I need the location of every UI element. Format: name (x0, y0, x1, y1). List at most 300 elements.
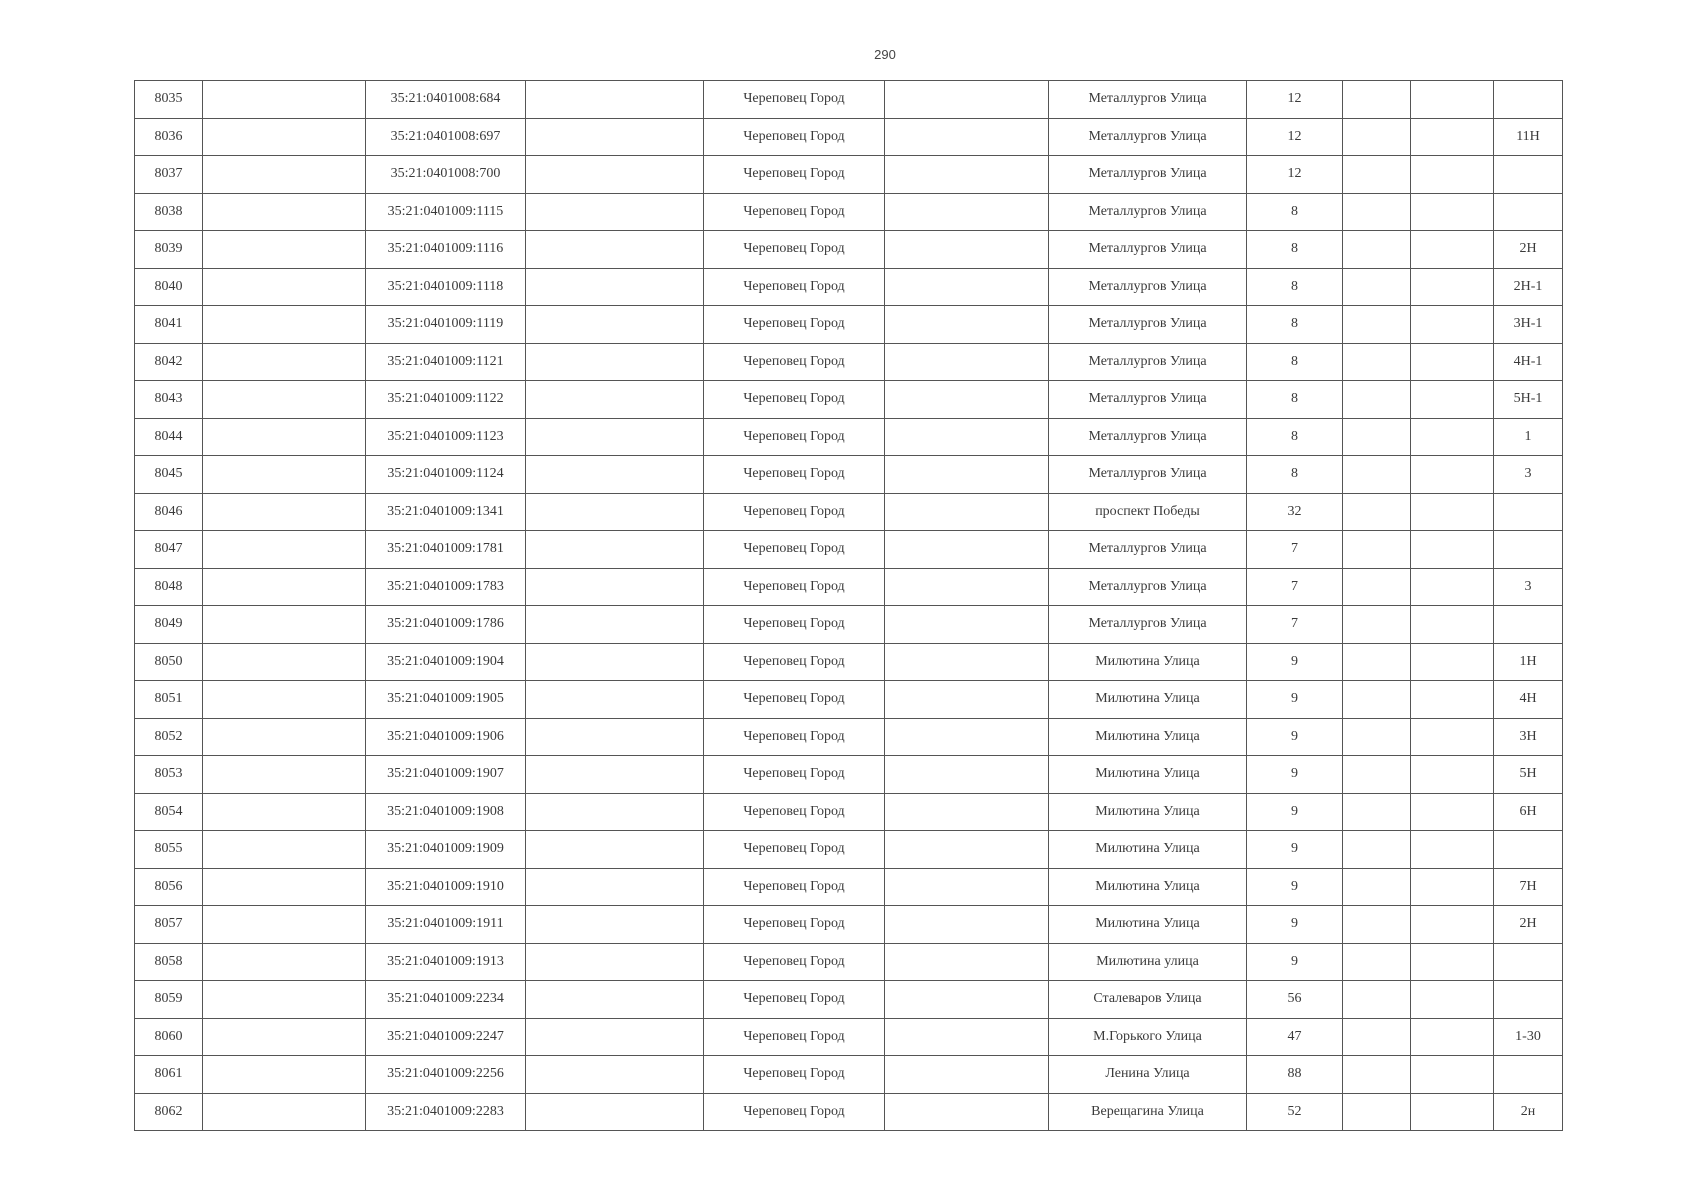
city-cell: Череповец Город (704, 118, 885, 156)
house-number-cell: 56 (1247, 981, 1343, 1019)
empty-cell (1411, 756, 1494, 794)
empty-cell (885, 831, 1049, 869)
cadastral-number-cell: 35:21:0401009:1122 (366, 381, 526, 419)
empty-cell (885, 456, 1049, 494)
cadastral-number-cell: 35:21:0401009:1123 (366, 418, 526, 456)
row-number-cell: 8041 (135, 306, 203, 344)
empty-cell (526, 793, 704, 831)
empty-cell (1343, 981, 1411, 1019)
empty-cell (885, 493, 1049, 531)
table-row (135, 718, 1563, 756)
empty-cell (885, 81, 1049, 119)
city-cell: Череповец Город (704, 1018, 885, 1056)
cadastral-number-cell: 35:21:0401009:2256 (366, 1056, 526, 1094)
row-number-cell: 8050 (135, 643, 203, 681)
apartment-cell (1494, 193, 1563, 231)
table-row (135, 456, 1563, 494)
empty-cell (885, 418, 1049, 456)
empty-cell (885, 981, 1049, 1019)
cadastral-number-cell: 35:21:0401009:1121 (366, 343, 526, 381)
cadastral-number-cell: 35:21:0401009:2247 (366, 1018, 526, 1056)
city-cell: Череповец Город (704, 943, 885, 981)
apartment-cell: 3 (1494, 568, 1563, 606)
street-cell: Милютина улица (1049, 943, 1247, 981)
empty-cell (1411, 306, 1494, 344)
table-row (135, 343, 1563, 381)
apartment-cell (1494, 831, 1563, 869)
house-number-cell: 52 (1247, 1093, 1343, 1131)
table-row (135, 81, 1563, 119)
table-row (135, 906, 1563, 944)
empty-cell (1343, 793, 1411, 831)
empty-cell (526, 156, 704, 194)
house-number-cell: 8 (1247, 343, 1343, 381)
street-cell: Металлургов Улица (1049, 156, 1247, 194)
empty-cell (1411, 343, 1494, 381)
empty-cell (885, 793, 1049, 831)
apartment-cell: 1 (1494, 418, 1563, 456)
empty-cell (885, 156, 1049, 194)
empty-cell (885, 906, 1049, 944)
table-row (135, 943, 1563, 981)
empty-cell (1343, 493, 1411, 531)
cadastral-number-cell: 35:21:0401009:1781 (366, 531, 526, 569)
street-cell: Металлургов Улица (1049, 381, 1247, 419)
apartment-cell (1494, 81, 1563, 119)
empty-cell (526, 981, 704, 1019)
empty-cell (203, 1018, 366, 1056)
city-cell: Череповец Город (704, 343, 885, 381)
empty-cell (1411, 193, 1494, 231)
empty-cell (1343, 568, 1411, 606)
city-cell: Череповец Город (704, 756, 885, 794)
empty-cell (1411, 231, 1494, 269)
empty-cell (203, 606, 366, 644)
city-cell: Череповец Город (704, 981, 885, 1019)
empty-cell (1411, 793, 1494, 831)
empty-cell (526, 568, 704, 606)
table-row (135, 1018, 1563, 1056)
empty-cell (885, 343, 1049, 381)
empty-cell (1343, 906, 1411, 944)
empty-cell (1411, 1056, 1494, 1094)
empty-cell (203, 1093, 366, 1131)
city-cell: Череповец Город (704, 531, 885, 569)
row-number-cell: 8048 (135, 568, 203, 606)
empty-cell (526, 268, 704, 306)
city-cell: Череповец Город (704, 606, 885, 644)
city-cell: Череповец Город (704, 381, 885, 419)
row-number-cell: 8044 (135, 418, 203, 456)
empty-cell (203, 306, 366, 344)
table-row (135, 868, 1563, 906)
street-cell: Металлургов Улица (1049, 568, 1247, 606)
empty-cell (1343, 81, 1411, 119)
table-row (135, 268, 1563, 306)
empty-cell (1411, 418, 1494, 456)
empty-cell (1411, 981, 1494, 1019)
city-cell: Череповец Город (704, 306, 885, 344)
city-cell: Череповец Город (704, 81, 885, 119)
empty-cell (1343, 756, 1411, 794)
empty-cell (1411, 268, 1494, 306)
empty-cell (526, 531, 704, 569)
empty-cell (203, 418, 366, 456)
house-number-cell: 8 (1247, 418, 1343, 456)
empty-cell (1343, 681, 1411, 719)
empty-cell (1343, 418, 1411, 456)
street-cell: Металлургов Улица (1049, 606, 1247, 644)
cadastral-number-cell: 35:21:0401009:1913 (366, 943, 526, 981)
empty-cell (203, 831, 366, 869)
empty-cell (1343, 156, 1411, 194)
row-number-cell: 8035 (135, 81, 203, 119)
apartment-cell: 2Н (1494, 906, 1563, 944)
city-cell: Череповец Город (704, 268, 885, 306)
house-number-cell: 9 (1247, 943, 1343, 981)
empty-cell (1343, 456, 1411, 494)
empty-cell (1411, 906, 1494, 944)
street-cell: Металлургов Улица (1049, 268, 1247, 306)
empty-cell (885, 1056, 1049, 1094)
table-row (135, 1093, 1563, 1131)
empty-cell (203, 381, 366, 419)
empty-cell (885, 643, 1049, 681)
empty-cell (526, 906, 704, 944)
empty-cell (526, 1056, 704, 1094)
empty-cell (885, 868, 1049, 906)
empty-cell (1411, 943, 1494, 981)
apartment-cell: 2н (1494, 1093, 1563, 1131)
city-cell: Череповец Город (704, 1056, 885, 1094)
row-number-cell: 8042 (135, 343, 203, 381)
empty-cell (1411, 868, 1494, 906)
street-cell: Милютина Улица (1049, 793, 1247, 831)
empty-cell (526, 231, 704, 269)
empty-cell (203, 456, 366, 494)
apartment-cell: 2Н-1 (1494, 268, 1563, 306)
city-cell: Череповец Город (704, 831, 885, 869)
empty-cell (526, 718, 704, 756)
city-cell: Череповец Город (704, 231, 885, 269)
empty-cell (1343, 531, 1411, 569)
table-row (135, 118, 1563, 156)
empty-cell (526, 381, 704, 419)
empty-cell (885, 1018, 1049, 1056)
empty-cell (885, 681, 1049, 719)
row-number-cell: 8043 (135, 381, 203, 419)
street-cell: Ленина Улица (1049, 1056, 1247, 1094)
empty-cell (1411, 831, 1494, 869)
row-number-cell: 8040 (135, 268, 203, 306)
empty-cell (1343, 943, 1411, 981)
empty-cell (203, 343, 366, 381)
street-cell: Металлургов Улица (1049, 118, 1247, 156)
city-cell: Череповец Город (704, 681, 885, 719)
house-number-cell: 88 (1247, 1056, 1343, 1094)
empty-cell (1343, 1093, 1411, 1131)
empty-cell (203, 793, 366, 831)
empty-cell (1343, 381, 1411, 419)
row-number-cell: 8062 (135, 1093, 203, 1131)
street-cell: Милютина Улица (1049, 831, 1247, 869)
empty-cell (885, 306, 1049, 344)
apartment-cell (1494, 981, 1563, 1019)
empty-cell (526, 193, 704, 231)
cadastral-number-cell: 35:21:0401009:1786 (366, 606, 526, 644)
empty-cell (203, 156, 366, 194)
street-cell: Металлургов Улица (1049, 456, 1247, 494)
cadastral-number-cell: 35:21:0401009:1911 (366, 906, 526, 944)
apartment-cell: 5Н (1494, 756, 1563, 794)
house-number-cell: 7 (1247, 606, 1343, 644)
row-number-cell: 8052 (135, 718, 203, 756)
empty-cell (1343, 343, 1411, 381)
house-number-cell: 9 (1247, 756, 1343, 794)
apartment-cell: 1-30 (1494, 1018, 1563, 1056)
cadastral-number-cell: 35:21:0401009:1124 (366, 456, 526, 494)
street-cell: Металлургов Улица (1049, 231, 1247, 269)
empty-cell (1411, 643, 1494, 681)
city-cell: Череповец Город (704, 156, 885, 194)
table-row (135, 306, 1563, 344)
row-number-cell: 8058 (135, 943, 203, 981)
street-cell: Милютина Улица (1049, 718, 1247, 756)
empty-cell (1411, 606, 1494, 644)
street-cell: Милютина Улица (1049, 756, 1247, 794)
house-number-cell: 7 (1247, 531, 1343, 569)
empty-cell (885, 193, 1049, 231)
row-number-cell: 8057 (135, 906, 203, 944)
empty-cell (1343, 1056, 1411, 1094)
empty-cell (1343, 118, 1411, 156)
empty-cell (885, 718, 1049, 756)
table-row (135, 606, 1563, 644)
city-cell: Череповец Город (704, 418, 885, 456)
table-row (135, 831, 1563, 869)
empty-cell (203, 681, 366, 719)
empty-cell (203, 981, 366, 1019)
city-cell: Череповец Город (704, 493, 885, 531)
house-number-cell: 12 (1247, 156, 1343, 194)
empty-cell (203, 1056, 366, 1094)
table-row (135, 193, 1563, 231)
house-number-cell: 12 (1247, 118, 1343, 156)
cadastral-number-cell: 35:21:0401009:1910 (366, 868, 526, 906)
empty-cell (1411, 681, 1494, 719)
street-cell: М.Горького Улица (1049, 1018, 1247, 1056)
empty-cell (885, 531, 1049, 569)
table-row (135, 1056, 1563, 1094)
empty-cell (1343, 306, 1411, 344)
table-row (135, 231, 1563, 269)
empty-cell (526, 681, 704, 719)
cadastral-number-cell: 35:21:0401009:2234 (366, 981, 526, 1019)
empty-cell (885, 756, 1049, 794)
empty-cell (203, 268, 366, 306)
table-row (135, 568, 1563, 606)
empty-cell (1411, 1093, 1494, 1131)
apartment-cell: 7Н (1494, 868, 1563, 906)
row-number-cell: 8056 (135, 868, 203, 906)
apartment-cell: 11Н (1494, 118, 1563, 156)
empty-cell (526, 943, 704, 981)
street-cell: Металлургов Улица (1049, 531, 1247, 569)
apartment-cell: 2Н (1494, 231, 1563, 269)
city-cell: Череповец Город (704, 193, 885, 231)
row-number-cell: 8045 (135, 456, 203, 494)
empty-cell (1411, 81, 1494, 119)
apartment-cell: 6Н (1494, 793, 1563, 831)
street-cell: Милютина Улица (1049, 868, 1247, 906)
cadastral-number-cell: 35:21:0401008:700 (366, 156, 526, 194)
empty-cell (885, 381, 1049, 419)
empty-cell (203, 943, 366, 981)
apartment-cell: 3Н-1 (1494, 306, 1563, 344)
empty-cell (526, 81, 704, 119)
empty-cell (885, 606, 1049, 644)
street-cell: Сталеваров Улица (1049, 981, 1247, 1019)
cadastral-number-cell: 35:21:0401009:1118 (366, 268, 526, 306)
city-cell: Череповец Город (704, 718, 885, 756)
cadastral-number-cell: 35:21:0401008:697 (366, 118, 526, 156)
cadastral-number-cell: 35:21:0401009:1905 (366, 681, 526, 719)
table-row (135, 531, 1563, 569)
house-number-cell: 47 (1247, 1018, 1343, 1056)
cadastral-number-cell: 35:21:0401008:684 (366, 81, 526, 119)
empty-cell (203, 118, 366, 156)
street-cell: Металлургов Улица (1049, 343, 1247, 381)
house-number-cell: 9 (1247, 868, 1343, 906)
apartment-cell (1494, 606, 1563, 644)
empty-cell (526, 343, 704, 381)
registry-table (134, 80, 1563, 1131)
house-number-cell: 9 (1247, 831, 1343, 869)
empty-cell (1411, 1018, 1494, 1056)
street-cell: Металлургов Улица (1049, 418, 1247, 456)
house-number-cell: 32 (1247, 493, 1343, 531)
empty-cell (1411, 531, 1494, 569)
apartment-cell (1494, 531, 1563, 569)
table-row (135, 756, 1563, 794)
apartment-cell: 3Н (1494, 718, 1563, 756)
empty-cell (203, 568, 366, 606)
row-number-cell: 8054 (135, 793, 203, 831)
empty-cell (526, 831, 704, 869)
apartment-cell (1494, 1056, 1563, 1094)
empty-cell (1411, 493, 1494, 531)
table-row (135, 156, 1563, 194)
row-number-cell: 8038 (135, 193, 203, 231)
empty-cell (1343, 193, 1411, 231)
city-cell: Череповец Город (704, 456, 885, 494)
empty-cell (203, 643, 366, 681)
empty-cell (526, 643, 704, 681)
empty-cell (526, 1093, 704, 1131)
empty-cell (203, 756, 366, 794)
cadastral-number-cell: 35:21:0401009:1341 (366, 493, 526, 531)
empty-cell (1343, 1018, 1411, 1056)
street-cell: Милютина Улица (1049, 681, 1247, 719)
cadastral-number-cell: 35:21:0401009:1119 (366, 306, 526, 344)
cadastral-number-cell: 35:21:0401009:1115 (366, 193, 526, 231)
street-cell: проспект Победы (1049, 493, 1247, 531)
row-number-cell: 8037 (135, 156, 203, 194)
city-cell: Череповец Город (704, 868, 885, 906)
street-cell: Милютина Улица (1049, 906, 1247, 944)
house-number-cell: 8 (1247, 193, 1343, 231)
table-row (135, 418, 1563, 456)
row-number-cell: 8053 (135, 756, 203, 794)
cadastral-number-cell: 35:21:0401009:2283 (366, 1093, 526, 1131)
row-number-cell: 8060 (135, 1018, 203, 1056)
house-number-cell: 8 (1247, 268, 1343, 306)
city-cell: Череповец Город (704, 568, 885, 606)
apartment-cell: 1Н (1494, 643, 1563, 681)
empty-cell (1343, 643, 1411, 681)
empty-cell (203, 231, 366, 269)
empty-cell (1411, 381, 1494, 419)
row-number-cell: 8051 (135, 681, 203, 719)
city-cell: Череповец Город (704, 1093, 885, 1131)
house-number-cell: 7 (1247, 568, 1343, 606)
street-cell: Металлургов Улица (1049, 193, 1247, 231)
empty-cell (1343, 606, 1411, 644)
apartment-cell (1494, 493, 1563, 531)
empty-cell (526, 456, 704, 494)
cadastral-number-cell: 35:21:0401009:1906 (366, 718, 526, 756)
empty-cell (203, 868, 366, 906)
empty-cell (526, 493, 704, 531)
house-number-cell: 12 (1247, 81, 1343, 119)
empty-cell (203, 718, 366, 756)
house-number-cell: 8 (1247, 456, 1343, 494)
empty-cell (526, 868, 704, 906)
empty-cell (526, 1018, 704, 1056)
house-number-cell: 9 (1247, 643, 1343, 681)
table-row (135, 981, 1563, 1019)
empty-cell (526, 306, 704, 344)
empty-cell (203, 81, 366, 119)
table-row (135, 681, 1563, 719)
city-cell: Череповец Город (704, 793, 885, 831)
empty-cell (203, 906, 366, 944)
empty-cell (203, 531, 366, 569)
apartment-cell: 4Н (1494, 681, 1563, 719)
apartment-cell: 5Н-1 (1494, 381, 1563, 419)
apartment-cell (1494, 943, 1563, 981)
empty-cell (526, 606, 704, 644)
empty-cell (1411, 568, 1494, 606)
cadastral-number-cell: 35:21:0401009:1783 (366, 568, 526, 606)
row-number-cell: 8059 (135, 981, 203, 1019)
cadastral-number-cell: 35:21:0401009:1904 (366, 643, 526, 681)
empty-cell (1411, 156, 1494, 194)
apartment-cell (1494, 156, 1563, 194)
page-number: 290 (874, 47, 896, 62)
street-cell: Милютина Улица (1049, 643, 1247, 681)
apartment-cell: 3 (1494, 456, 1563, 494)
empty-cell (1411, 118, 1494, 156)
row-number-cell: 8046 (135, 493, 203, 531)
city-cell: Череповец Город (704, 643, 885, 681)
cadastral-number-cell: 35:21:0401009:1909 (366, 831, 526, 869)
empty-cell (885, 568, 1049, 606)
table-body (135, 81, 1563, 1131)
house-number-cell: 9 (1247, 718, 1343, 756)
empty-cell (203, 493, 366, 531)
empty-cell (1343, 868, 1411, 906)
